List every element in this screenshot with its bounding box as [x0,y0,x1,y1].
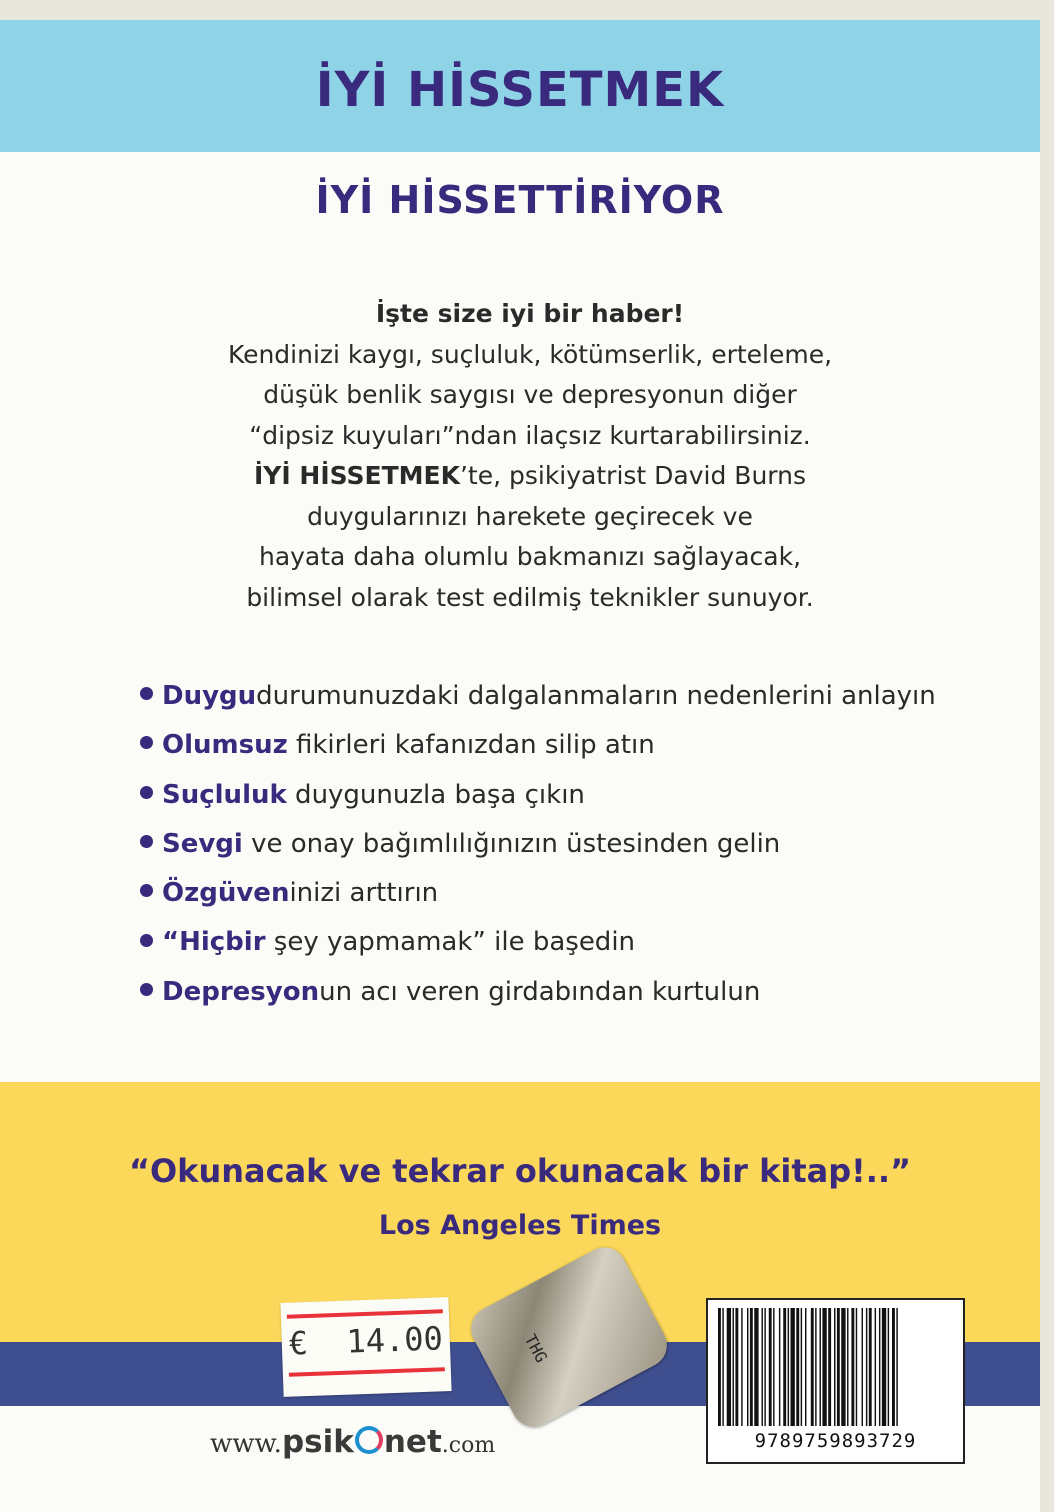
barcode-bar [837,1308,840,1426]
barcode-bar [779,1308,780,1426]
bullet-text: şey yapmamak” ile başedin [265,927,636,958]
book-name-inline: İYİ HİSSETMEK [253,461,460,490]
barcode-bar [856,1308,857,1426]
bullet-dot-icon [140,736,153,749]
barcode-bar [851,1308,854,1426]
barcode-number: 9789759893729 [754,1430,917,1452]
psikonet-logo-icon [355,1426,383,1454]
bullet-keyword: Depresyon [162,976,320,1007]
publisher-website [210,1424,495,1460]
website-prefix: www. [210,1429,282,1459]
bullet-text: ve onay bağımlılığınızın üstesinden gelin [242,828,781,859]
barcode-bar [791,1308,795,1426]
intro-line: Kendinizi kaygı, suçluluk, kötümserlik, erteleme, [227,339,833,369]
barcode-bar [892,1308,895,1426]
barcode-bar [875,1308,876,1426]
barcode-bar [896,1308,897,1426]
intro-line: hayata daha olumlu bakmanızı sağlayacak, [258,542,802,571]
barcode-bar [773,1308,774,1426]
barcode-bar [841,1308,845,1426]
price-sticker [280,1297,451,1397]
intro-line: bilimsel olarak test edilmiş teknikler sunuyor. [246,582,814,612]
brand-part: psik [281,1424,354,1460]
barcode-bar [882,1308,886,1426]
intro-line: düşük benlik saygısı ve depresyonun diğer [263,380,797,409]
barcode-bar [796,1308,799,1426]
barcode-bar [788,1308,789,1426]
hologram-text: THG [520,1331,552,1366]
review-source: Los Angeles Times [378,1210,662,1241]
list-item [140,820,1000,869]
benefit-list [140,672,1000,1017]
brand-part: net [383,1424,442,1460]
bullet-text: fikirleri kafanızdan silip atın [287,730,655,761]
list-item [140,869,1000,918]
barcode-bar [815,1308,816,1426]
barcode-bar [754,1308,758,1426]
barcode-bar [828,1308,831,1426]
barcode-bar [764,1308,765,1426]
bullet-keyword: Özgüven [162,878,290,909]
list-item [140,918,1000,967]
barcode-bar [888,1308,889,1426]
list-item [140,672,1000,721]
bullet-dot-icon [140,884,153,897]
barcode-bar [822,1308,826,1426]
intro-line: duygularınızı harekete geçirecek ve [307,501,753,531]
barcode-bar [811,1308,814,1426]
bullet-keyword: Duygu [162,681,257,711]
sticker-stripe [287,1309,443,1318]
bullet-text: durumunuzdaki dalgalanmaların nedenlerini anlayın [256,681,936,711]
barcode-bar [769,1308,772,1426]
barcode-bar [879,1308,880,1426]
barcode-bar [741,1308,742,1426]
list-item [140,771,1000,820]
bullet-dot-icon [140,934,153,947]
website-suffix: .com [441,1433,496,1458]
book-title: İYİ HİSSETMEK [315,62,725,118]
barcode-bar [735,1308,738,1426]
bullet-text: duygunuzla başa çıkın [286,779,585,810]
barcode-bar [722,1308,723,1426]
intro-line [60,456,1000,497]
barcode-bar [847,1308,848,1426]
price-text: € 14.00 [288,1319,444,1363]
barcode-icon [714,1308,957,1430]
barcode-bar [801,1308,802,1426]
back-cover [0,20,1040,1512]
bullet-keyword: Sevgi [162,828,243,859]
bullet-dot-icon [140,835,153,848]
barcode-bar [866,1308,867,1426]
bullet-dot-icon [140,687,153,700]
list-item [140,968,1000,1017]
intro-lead: İşte size iyi bir haber! [375,299,685,328]
bullet-text: un acı veren girdabından kurtulun [319,976,761,1007]
intro-paragraph [60,294,1000,618]
sticker-stripe [289,1367,445,1376]
barcode-bar [862,1308,863,1426]
bullet-dot-icon [140,983,153,996]
book-name-suffix: ’te, psikiyatrist David Burns [459,461,807,490]
barcode-bar [727,1308,731,1426]
bullet-text: inizi arttırın [289,878,439,909]
barcode-bar [834,1308,835,1426]
isbn-barcode [706,1298,965,1464]
barcode-bar [762,1308,763,1426]
barcode-bar [869,1308,872,1426]
barcode-bar [718,1308,721,1426]
bullet-keyword: “Hiçbir [162,927,266,958]
intro-line: “dipsiz kuyuları”ndan ilaçsız kurtarabilirsiniz. [249,420,811,450]
barcode-bar [783,1308,786,1426]
bullet-keyword: Suçluluk [162,779,287,810]
barcode-bar [750,1308,753,1426]
review-quote: “Okunacak ve tekrar okunacak bir kitap!..” [128,1152,912,1190]
barcode-bar [733,1308,734,1426]
book-subtitle: İYİ HİSSETTİRİYOR [315,178,725,222]
barcode-bar [820,1308,821,1426]
bullet-keyword: Olumsuz [162,730,288,761]
bullet-dot-icon [140,786,153,799]
barcode-bar [805,1308,806,1426]
barcode-bar [747,1308,748,1426]
list-item [140,721,1000,770]
